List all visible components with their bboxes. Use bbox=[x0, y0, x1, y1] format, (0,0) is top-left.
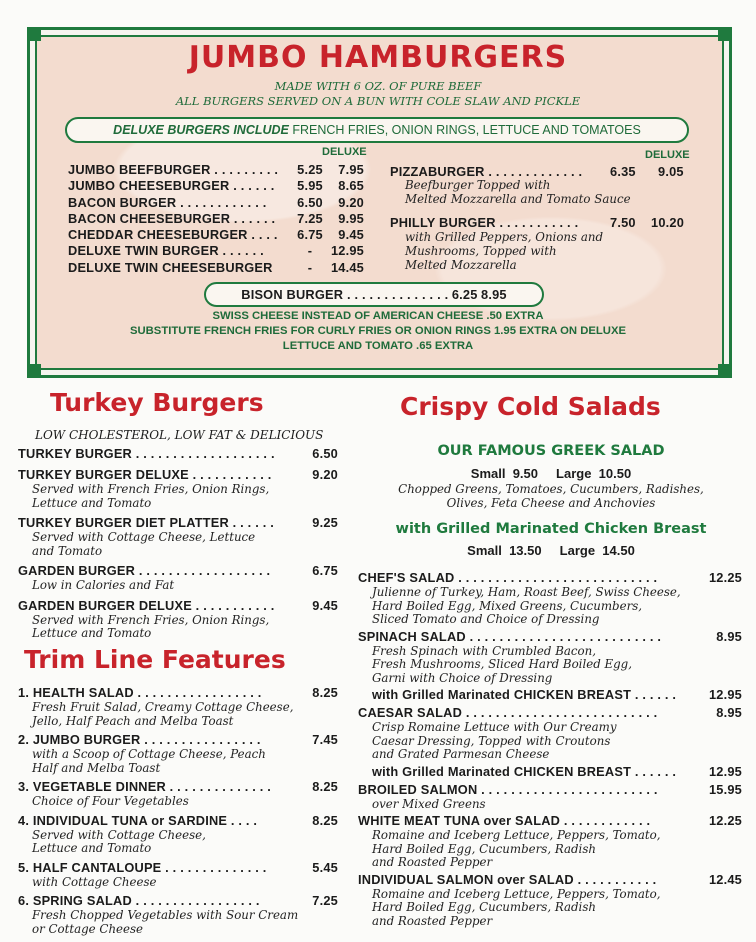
hamburgers-subtitle-1: MADE WITH 6 OZ. OF PURE BEEF bbox=[274, 79, 482, 93]
salads-item-header bbox=[358, 705, 742, 721]
hamburgers-subtitle-2: ALL BURGERS SERVED ON A BUN WITH COLE SLAW AND PICKLE bbox=[175, 94, 581, 108]
salads-item bbox=[358, 629, 742, 686]
turkey-item-header bbox=[18, 598, 338, 614]
turkey-item-price: 9.45 bbox=[312, 597, 338, 613]
salads-item-desc: Julienne of Turkey, Ham, Roast Beef, Swiss Cheese, Hard Boiled Egg, Mixed Greens, Cucumbers, Sliced Tomato and Choice of Dressing bbox=[372, 585, 681, 626]
salads-item-name: INDIVIDUAL SALMON over SALAD . . . . . . . . . . . bbox=[358, 871, 657, 887]
salads-title: Crispy Cold Salads bbox=[400, 392, 661, 421]
salads-item-desc: Romaine and Iceberg Lettuce, Peppers, Tomato, Hard Boiled Egg, Cucumbers, Radish and Roasted Pepper bbox=[372, 886, 661, 928]
turkey-burgers-title: Turkey Burgers bbox=[50, 388, 264, 417]
deluxe-note-bold: DELUXE BURGERS INCLUDE bbox=[113, 123, 289, 137]
burger-row bbox=[68, 162, 368, 178]
trim-item-desc: Fresh Chopped Vegetables with Sour Cream or Cottage Cheese bbox=[32, 908, 299, 936]
bison-burger-price: 6.25 bbox=[451, 287, 478, 302]
trim-item-price: 8.25 bbox=[312, 812, 338, 828]
burger-price: 6.75 bbox=[297, 227, 323, 243]
salads-item-name: with Grilled Marinated CHICKEN BREAST . . . . . . bbox=[372, 763, 677, 779]
turkey-item-name: GARDEN BURGER . . . . . . . . . . . . . . . . . . bbox=[18, 563, 271, 578]
burger-name: DELUXE TWIN BURGER . . . . . . bbox=[68, 243, 264, 259]
corner-ornament bbox=[27, 364, 41, 378]
salads-item-header bbox=[358, 782, 742, 798]
burger-deluxe-price: 14.45 bbox=[330, 259, 364, 275]
salads-item bbox=[358, 687, 742, 703]
burger-row bbox=[68, 178, 368, 194]
turkey-item-desc: Served with French Fries, Onion Rings, Lettuce and Tomato bbox=[32, 482, 270, 510]
trim-item-price: 8.25 bbox=[312, 685, 338, 700]
trim-item-desc: Fresh Fruit Salad, Creamy Cottage Cheese, Jello, Half Peach and Melba Toast bbox=[32, 700, 294, 728]
turkey-subtitle: LOW CHOLESTEROL, LOW FAT & DELICIOUS bbox=[35, 428, 324, 442]
philly-burger-desc-1: with Grilled Peppers, Onions and bbox=[405, 230, 604, 244]
salads-item-price: 12.25 bbox=[708, 570, 742, 585]
burger-price: 5.25 bbox=[297, 162, 323, 177]
bison-burger-deluxe-price: 8.95 bbox=[481, 287, 507, 302]
trim-item-desc: with a Scoop of Cottage Cheese, Peach Half and Melba Toast bbox=[32, 747, 266, 775]
salads-item-name: SPINACH SALAD . . . . . . . . . . . . . . . . . . . . . . . . . . bbox=[358, 628, 662, 644]
trim-item bbox=[18, 732, 338, 775]
philly-burger-deluxe-price: 10.20 bbox=[651, 215, 685, 230]
turkey-item-price: 9.20 bbox=[312, 467, 338, 482]
hamburgers-title: JUMBO HAMBURGERS bbox=[188, 40, 568, 75]
trim-item-desc: Choice of Four Vegetables bbox=[32, 794, 189, 808]
burger-deluxe-price: 9.20 bbox=[338, 194, 364, 210]
turkey-item-desc: Served with French Fries, Onion Rings, Lettuce and Tomato bbox=[32, 612, 270, 640]
greek-salad-prices: Small 9.50 Large 10.50 bbox=[470, 466, 632, 481]
salads-item-name: WHITE MEAT TUNA over SALAD . . . . . . . . . . . . bbox=[358, 813, 651, 828]
turkey-item bbox=[18, 467, 338, 510]
salads-item-name: CAESAR SALAD . . . . . . . . . . . . . . . . . . . . . . . . . . bbox=[358, 705, 658, 720]
corner-ornament bbox=[27, 27, 41, 41]
trim-item bbox=[18, 813, 338, 856]
salad-list bbox=[358, 570, 742, 930]
salads-item bbox=[358, 813, 742, 870]
salads-item-price: 12.45 bbox=[708, 871, 742, 887]
bison-burger-name: BISON BURGER . . . . . . . . . . . . . . bbox=[241, 287, 449, 302]
salads-item-desc: over Mixed Greens bbox=[372, 796, 486, 811]
pizzaburger-desc-1: Beefburger Topped with bbox=[405, 178, 551, 192]
turkey-item bbox=[18, 563, 338, 593]
trim-item-price: 8.25 bbox=[312, 779, 338, 794]
turkey-item-price: 9.25 bbox=[312, 515, 338, 530]
salads-item-header bbox=[358, 872, 742, 888]
turkey-item-header bbox=[18, 446, 338, 462]
salads-item-header bbox=[358, 687, 742, 703]
deluxe-note-rest: FRENCH FRIES, ONION RINGS, LETTUCE AND TOMATOES bbox=[292, 123, 641, 137]
trim-item bbox=[18, 893, 338, 936]
salads-item-name: with Grilled Marinated CHICKEN BREAST . . . . . . bbox=[372, 687, 677, 702]
trim-item-desc: with Cottage Cheese bbox=[32, 874, 157, 889]
salads-item-desc: Crisp Romaine Lettuce with Our Creamy Caesar Dressing, Topped with Croutons and Grated Parmesan Cheese bbox=[372, 720, 617, 761]
corner-ornament bbox=[718, 364, 732, 378]
greek-salad-title: OUR FAMOUS GREEK SALAD bbox=[437, 443, 665, 459]
turkey-list bbox=[18, 446, 338, 646]
turkey-item-desc: Served with Cottage Cheese, Lettuce and Tomato bbox=[32, 530, 256, 558]
salads-item-header bbox=[358, 570, 742, 586]
turkey-item-header bbox=[18, 467, 338, 483]
burger-name: BACON BURGER . . . . . . . . . . . . bbox=[68, 194, 267, 210]
burger-row bbox=[68, 195, 368, 211]
chicken-breast-prices: Small 13.50 Large 14.50 bbox=[467, 543, 635, 558]
trim-item-name: 6. SPRING SALAD . . . . . . . . . . . . . . . . . bbox=[18, 893, 260, 908]
philly-burger-name: PHILLY BURGER . . . . . . . . . . . bbox=[390, 215, 579, 230]
trim-item-header bbox=[18, 813, 338, 829]
salads-item-price: 15.95 bbox=[708, 781, 742, 797]
philly-burger-price: 7.50 bbox=[610, 215, 636, 230]
burger-deluxe-price: 7.95 bbox=[338, 162, 364, 177]
trim-item-price: 7.45 bbox=[312, 732, 338, 747]
burger-deluxe-price: 8.65 bbox=[338, 178, 364, 194]
deluxe-note bbox=[65, 117, 689, 143]
greek-salad-desc: Chopped Greens, Tomatoes, Cucumbers, Radishes, Olives, Feta Cheese and Anchovies bbox=[398, 482, 704, 510]
burger-row bbox=[68, 227, 368, 243]
trim-item-name: 2. JUMBO BURGER . . . . . . . . . . . . . . . . bbox=[18, 732, 261, 747]
salads-item bbox=[358, 872, 742, 929]
trim-item-desc: Served with Cottage Cheese, Lettuce and Tomato bbox=[32, 827, 206, 855]
salads-item-header bbox=[358, 813, 742, 829]
trim-item-name: 3. VEGETABLE DINNER . . . . . . . . . . . . . . bbox=[18, 779, 272, 794]
note-swiss-cheese: SWISS CHEESE INSTEAD OF AMERICAN CHEESE .50 EXTRA bbox=[212, 310, 544, 322]
salads-item bbox=[358, 570, 742, 627]
pizzaburger-price: 6.35 bbox=[610, 164, 636, 179]
burger-list-left bbox=[68, 162, 368, 276]
salads-item-name: CHEF'S SALAD . . . . . . . . . . . . . . . . . . . . . . . . . . . bbox=[358, 570, 658, 585]
turkey-item-price: 6.50 bbox=[312, 446, 338, 461]
burger-price: 5.95 bbox=[297, 178, 323, 194]
turkey-item bbox=[18, 598, 338, 641]
turkey-item-name: TURKEY BURGER DELUXE . . . . . . . . . . . bbox=[18, 467, 272, 482]
turkey-item-name: TURKEY BURGER . . . . . . . . . . . . . . . . . . . bbox=[18, 446, 275, 461]
trim-list bbox=[18, 685, 338, 940]
turkey-item-price: 6.75 bbox=[312, 563, 338, 578]
turkey-item-desc: Low in Calories and Fat bbox=[32, 578, 175, 592]
pizzaburger-desc-2: Melted Mozzarella and Tomato Sauce bbox=[405, 192, 631, 206]
trim-item-header bbox=[18, 685, 338, 701]
trim-item-header bbox=[18, 860, 338, 876]
turkey-item-header bbox=[18, 515, 338, 531]
philly-burger-desc-3: Melted Mozzarella bbox=[405, 258, 517, 272]
trim-item-header bbox=[18, 732, 338, 748]
salads-item bbox=[358, 782, 742, 812]
turkey-item bbox=[18, 515, 338, 558]
burger-deluxe-price: 12.95 bbox=[330, 243, 364, 259]
burger-name: DELUXE TWIN CHEESEBURGER bbox=[68, 259, 273, 275]
pizzaburger-name: PIZZABURGER . . . . . . . . . . . . . bbox=[390, 164, 583, 179]
burger-row bbox=[68, 243, 368, 259]
trim-item bbox=[18, 860, 338, 890]
trim-item bbox=[18, 685, 338, 728]
deluxe-header-left: DELUXE bbox=[322, 146, 367, 158]
burger-price: 6.50 bbox=[297, 194, 323, 210]
burger-row bbox=[68, 211, 368, 227]
trim-item-name: 1. HEALTH SALAD . . . . . . . . . . . . . . . . . bbox=[18, 685, 262, 700]
salads-item-desc: Fresh Spinach with Crumbled Bacon, Fresh Mushrooms, Sliced Hard Boiled Egg, Garni with Choice of Dressing bbox=[372, 643, 632, 685]
burger-deluxe-price: 9.95 bbox=[338, 210, 364, 226]
salads-item-price: 12.25 bbox=[708, 813, 742, 828]
salads-item-price: 12.95 bbox=[708, 763, 742, 779]
burger-name: BACON CHEESEBURGER . . . . . . bbox=[68, 210, 276, 226]
trim-item-name: 4. INDIVIDUAL TUNA or SARDINE . . . . bbox=[18, 812, 258, 828]
philly-burger-desc-2: Mushrooms, Topped with bbox=[405, 244, 557, 258]
burger-price: - bbox=[307, 243, 313, 259]
salads-item bbox=[358, 764, 742, 780]
note-substitute-fries: SUBSTITUTE FRENCH FRIES FOR CURLY FRIES OR ONION RINGS 1.95 EXTRA ON DELUXE bbox=[129, 325, 627, 337]
burger-price: - bbox=[307, 259, 313, 275]
salads-item-price: 8.95 bbox=[716, 628, 742, 644]
trim-item bbox=[18, 779, 338, 809]
turkey-item bbox=[18, 446, 338, 462]
deluxe-header-right: DELUXE bbox=[645, 149, 690, 161]
burger-name: JUMBO CHEESEBURGER . . . . . . bbox=[68, 178, 275, 194]
trim-item-price: 5.45 bbox=[312, 859, 338, 875]
bison-burger-oval bbox=[204, 282, 544, 307]
trim-item-name: 5. HALF CANTALOUPE . . . . . . . . . . . . . . bbox=[18, 859, 267, 875]
turkey-item-name: TURKEY BURGER DIET PLATTER . . . . . . bbox=[18, 515, 274, 530]
burger-name: CHEDDAR CHEESEBURGER . . . . bbox=[68, 227, 278, 243]
salads-item-price: 12.95 bbox=[708, 687, 742, 702]
note-lettuce-tomato: LETTUCE AND TOMATO .65 EXTRA bbox=[282, 340, 474, 352]
trim-item-header bbox=[18, 893, 338, 909]
pizzaburger-deluxe-price: 9.05 bbox=[658, 164, 684, 179]
trim-line-title: Trim Line Features bbox=[24, 645, 286, 674]
salads-item-header bbox=[358, 629, 742, 645]
burger-deluxe-price: 9.45 bbox=[338, 227, 364, 243]
corner-ornament bbox=[718, 27, 732, 41]
salads-item-desc: Romaine and Iceberg Lettuce, Peppers, Tomato, Hard Boiled Egg, Cucumbers, Radish and Roasted Pepper bbox=[372, 828, 661, 869]
burger-row bbox=[68, 260, 368, 276]
burger-name: JUMBO BEEFBURGER . . . . . . . . . bbox=[68, 162, 279, 177]
salads-item-price: 8.95 bbox=[716, 705, 742, 720]
chicken-breast-title: with Grilled Marinated Chicken Breast bbox=[395, 521, 707, 537]
salads-item-header bbox=[358, 764, 742, 780]
salads-item bbox=[358, 705, 742, 762]
trim-item-header bbox=[18, 779, 338, 795]
turkey-item-name: GARDEN BURGER DELUXE . . . . . . . . . . . bbox=[18, 597, 275, 613]
trim-item-price: 7.25 bbox=[312, 893, 338, 908]
salads-item-name: BROILED SALMON . . . . . . . . . . . . . . . . . . . . . . . . bbox=[358, 781, 658, 797]
burger-price: 7.25 bbox=[297, 210, 323, 226]
turkey-item-header bbox=[18, 563, 338, 579]
